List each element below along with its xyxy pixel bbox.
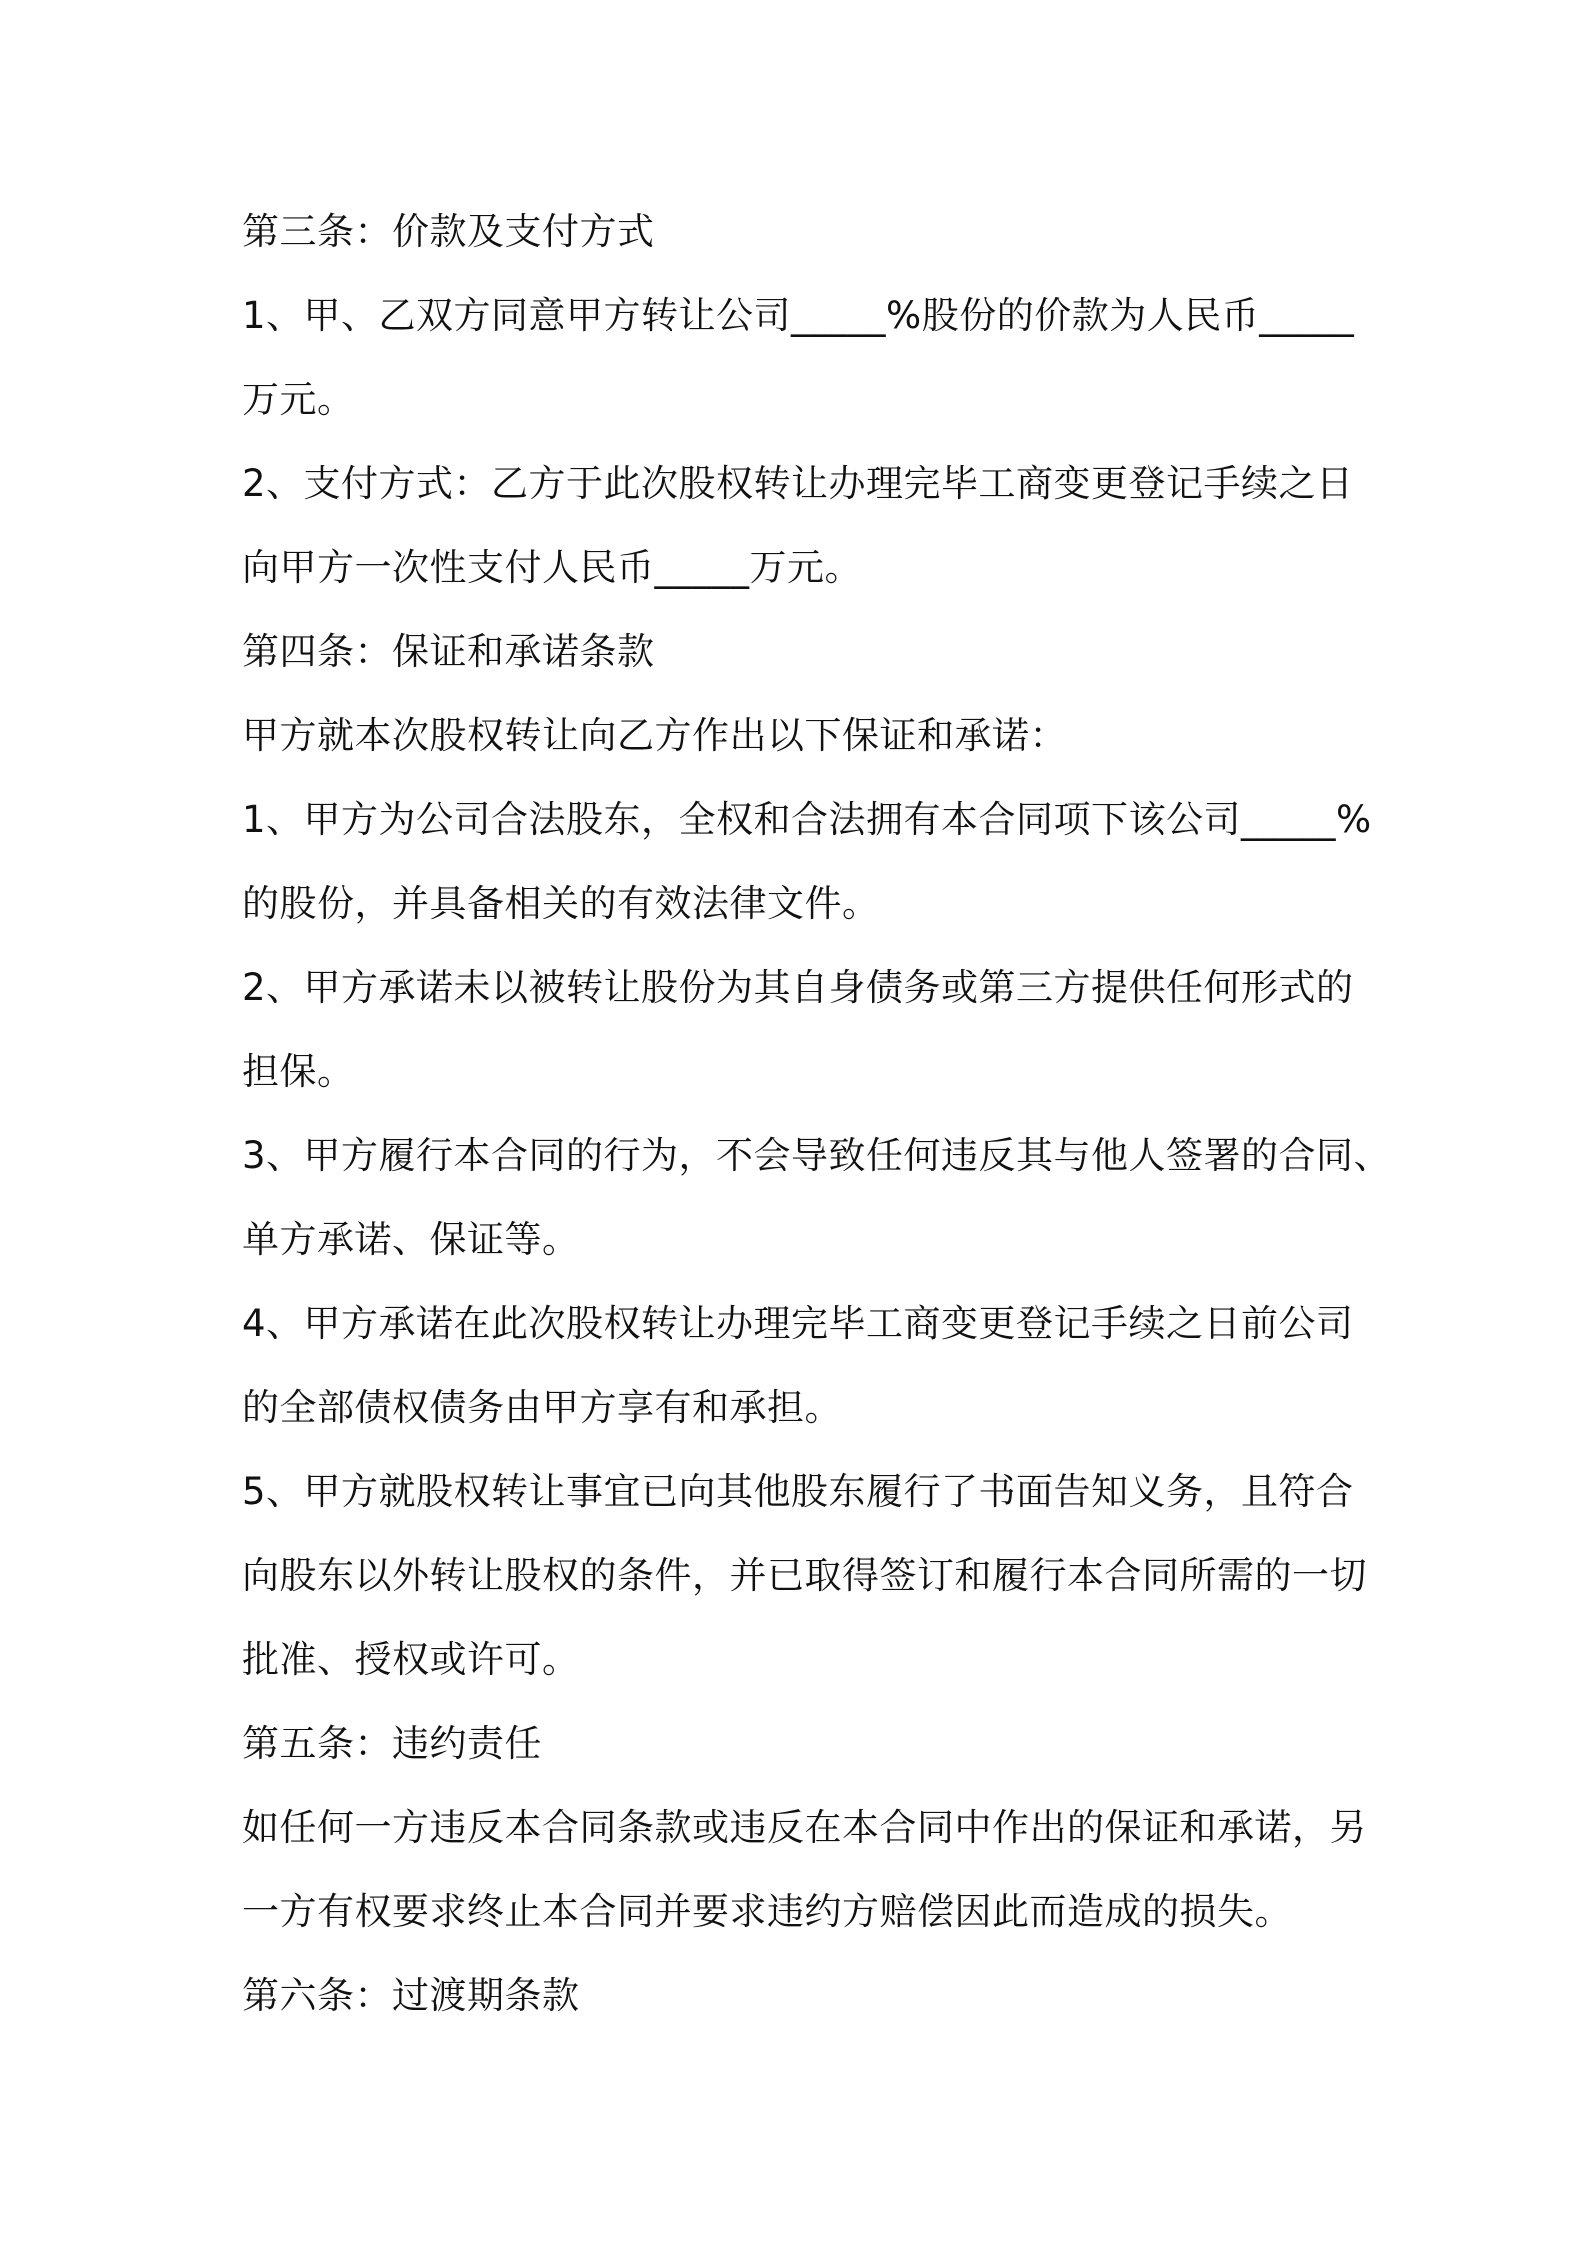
article-5-text-line-2: 一方有权要求终止本合同并要求违约方赔偿因此而造成的损失。 <box>242 1890 1292 1933</box>
document-body <box>242 190 1392 2038</box>
article-6-heading: 第六条：过渡期条款 <box>242 1974 580 2017</box>
article-4-clause-5-line-1: 5、甲方就股权转让事宜已向其他股东履行了书面告知义务，且符合 <box>242 1470 1354 1513</box>
article-4-clause-3-line-2: 单方承诺、保证等。 <box>242 1218 580 1261</box>
article-4-clause-2-line-1: 2、甲方承诺未以被转让股份为其自身债务或第三方提供任何形式的 <box>242 966 1354 1009</box>
article-4-clause-4-line-1: 4、甲方承诺在此次股权转让办理完毕工商变更登记手续之日前公司 <box>242 1302 1354 1345</box>
article-3-clause-2-line-2: 向甲方一次性支付人民币_____万元。 <box>242 546 862 589</box>
article-5-heading: 第五条：违约责任 <box>242 1722 542 1765</box>
article-4-clause-1-line-1: 1、甲方为公司合法股东，全权和合法拥有本合同项下该公司_____% <box>242 798 1372 841</box>
article-4-clause-5-line-2: 向股东以外转让股权的条件，并已取得签订和履行本合同所需的一切 <box>242 1554 1367 1597</box>
article-3-clause-1-line-2: 万元。 <box>242 378 355 421</box>
article-3-clause-2-line-1: 2、支付方式：乙方于此次股权转让办理完毕工商变更登记手续之日 <box>242 462 1354 505</box>
article-4-clause-4-line-2: 的全部债权债务由甲方享有和承担。 <box>242 1386 842 1429</box>
article-4-clause-3-line-1: 3、甲方履行本合同的行为，不会导致任何违反其与他人签署的合同、 <box>242 1134 1392 1177</box>
article-3-clause-1-line-1: 1、甲、乙双方同意甲方转让公司_____%股份的价款为人民币_____ <box>242 294 1355 337</box>
article-4-intro: 甲方就本次股权转让向乙方作出以下保证和承诺： <box>242 714 1067 757</box>
article-4-clause-5-line-3: 批准、授权或许可。 <box>242 1638 580 1681</box>
article-4-heading: 第四条：保证和承诺条款 <box>242 630 655 673</box>
article-4-clause-2-line-2: 担保。 <box>242 1050 355 1093</box>
article-5-text-line-1: 如任何一方违反本合同条款或违反在本合同中作出的保证和承诺，另 <box>242 1806 1367 1849</box>
article-3-heading: 第三条：价款及支付方式 <box>242 210 655 253</box>
article-4-clause-1-line-2: 的股份，并具备相关的有效法律文件。 <box>242 882 880 925</box>
